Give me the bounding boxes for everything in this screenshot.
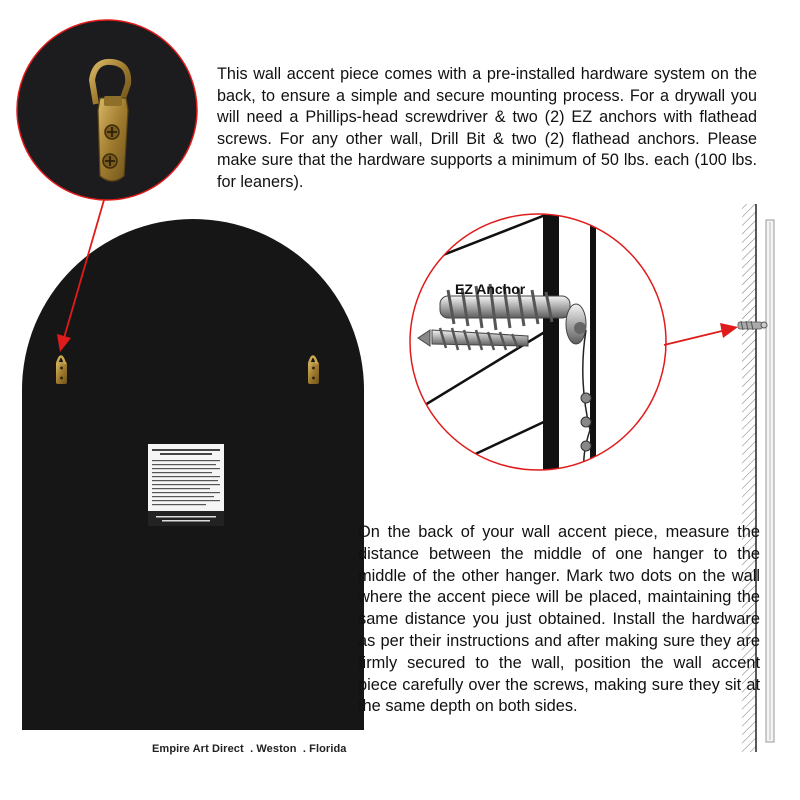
hanger-zoom-circle [17,20,197,200]
company-name: Empire Art Direct [152,743,244,755]
side-anchor-icon [738,321,767,330]
mounting-overview-text: This wall accent piece comes with a pre-installed hardware system on the back, to ensure a simple and secure mounting process. For a drywall you will need a Phillips-head screwdriver & two (2) EZ anchors with flathead screws. For any other wall, Drill Bit & two (2) flathead anchors. Please make sure that the hardware supports a minimum of 50 lbs. each (100 lbs. for leaners). [217,65,757,191]
company-footer [152,743,347,755]
arrow-to-side-anchor [664,323,738,345]
company-state: . Florida [302,743,347,755]
ez-anchor-label: EZ Anchor [455,281,526,297]
instruction-label [148,444,224,526]
anchor-zoom-circle [410,210,666,480]
company-city: . Weston [250,743,297,755]
installation-steps-text: On the back of your wall accent piece, measure the distance between the middle of one hanger to the middle of the other hanger. Mark two dots on the wall where the accent piece will be placed, maintaining the same distance you just obtained. Install the hardware as per their instructions and after making sure they are firmly secured to the wall, position the wall accent piece carefully over the screws, making sure they sit at the same depth on both sides. [358,523,760,716]
